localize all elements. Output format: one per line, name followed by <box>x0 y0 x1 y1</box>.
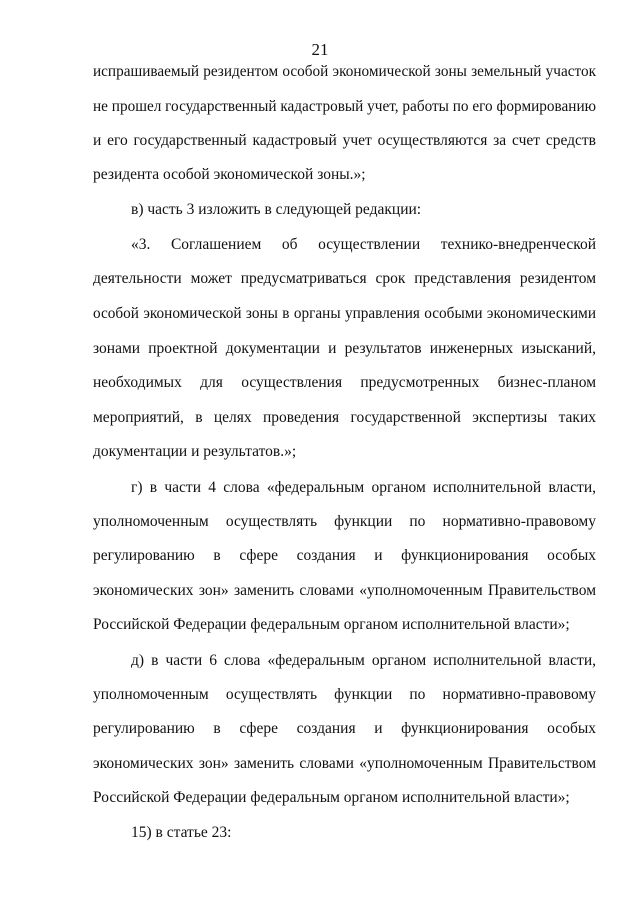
text-line: 15) в статье 23: <box>131 824 232 841</box>
text-line: «3. Соглашением об осуществлении технико-внедренческой <box>131 236 596 253</box>
text-line: уполномоченным осуществлять функции по нормативно-правовому <box>93 686 596 703</box>
text-line: документации и результатов.»; <box>93 443 297 460</box>
text-line: экономических зон» заменить словами «уполномоченным Правительством <box>93 755 596 772</box>
text-line: зонами проектной документации и результатов инженерных изысканий, <box>93 340 596 357</box>
text-line: регулированию в сфере создания и функционирования особых <box>93 547 596 564</box>
text-line: уполномоченным осуществлять функции по нормативно-правовому <box>93 513 596 530</box>
page-number: 21 <box>311 40 329 59</box>
text-line: экономических зон» заменить словами «уполномоченным Правительством <box>93 582 596 599</box>
text-line: испрашиваемый резидентом особой экономической зоны земельный участок <box>93 63 596 80</box>
text-line: деятельности может предусматриваться срок представления резидентом <box>93 270 596 287</box>
text-line: регулированию в сфере создания и функционирования особых <box>93 720 596 737</box>
text-line: резидента особой экономической зоны.»; <box>93 166 366 183</box>
text-line: мероприятий, в целях проведения государственной экспертизы таких <box>93 409 596 426</box>
text-line: и его государственный кадастровый учет осуществляются за счет средств <box>93 132 596 149</box>
text-line: д) в части 6 слова «федеральным органом исполнительной власти, <box>131 652 596 669</box>
text-line: в) часть 3 изложить в следующей редакции: <box>131 201 422 218</box>
text-line: не прошел государственный кадастровый учет, работы по его формированию <box>93 98 596 115</box>
text-line: необходимых для осуществления предусмотренных бизнес-планом <box>93 374 596 391</box>
text-line: Российской Федерации федеральным органом исполнительной власти»; <box>93 616 570 633</box>
text-line: Российской Федерации федеральным органом исполнительной власти»; <box>93 789 570 806</box>
text-line: особой экономической зоны в органы управления особыми экономическими <box>93 305 596 322</box>
text-line: г) в части 4 слова «федеральным органом исполнительной власти, <box>131 479 596 496</box>
